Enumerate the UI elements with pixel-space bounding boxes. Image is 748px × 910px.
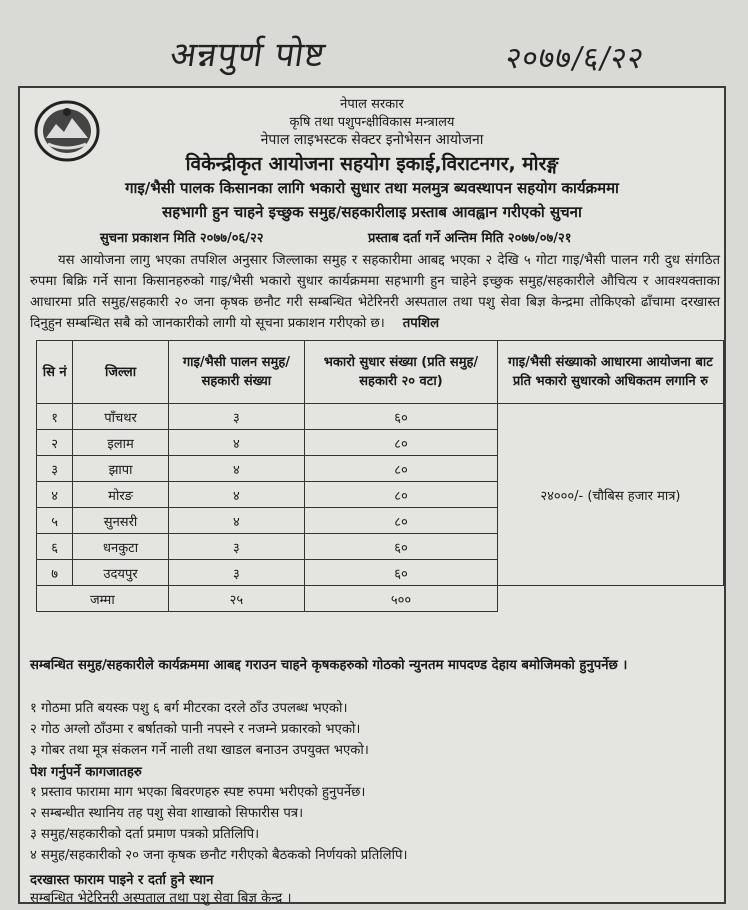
district-table	[36, 340, 724, 612]
header-bhakaro: भकारो सुधार संख्या (प्रति समुह/ सहकारी २० वटा)	[305, 341, 498, 404]
tapsil-label: तपशिल	[402, 316, 440, 331]
cell-groups: ४	[168, 430, 304, 456]
cell-district: धनकुटा	[73, 534, 168, 560]
deadline-date: प्रस्ताब दर्ता गर्ने अन्तिम मिति २०७७/०७/२१	[368, 231, 572, 246]
cell-groups: ४	[168, 456, 304, 482]
cell-groups: ४	[168, 508, 304, 534]
header-sn: सि नं	[37, 341, 73, 404]
total-label: जम्मा	[37, 586, 169, 612]
cell-bhakaro: ८०	[305, 456, 498, 482]
header-district: जिल्ला	[73, 341, 168, 404]
header-groups: गाइ/भैसी पालन समुह/सहकारी संख्या	[168, 341, 304, 404]
handwritten-date: २०७७/६/२२	[503, 41, 647, 76]
cell-district: झापा	[73, 456, 168, 482]
published-date: सुचना प्रकाशन मिति २०७७/०६/२२	[100, 231, 264, 246]
form-place: सम्बन्धित भेटेरिनरी अस्पताल तथा पशु सेवा बिज्ञ केन्द्र ।	[30, 891, 292, 906]
cell-bhakaro: ८०	[305, 482, 498, 508]
table-row	[37, 404, 724, 430]
requirements-list	[30, 698, 720, 761]
requirements-heading: सम्बन्धित समुह/सहकारीले कार्यक्रममा आबद्द गराउन चाहने कृषकहरुको गोठको न्युनतम मापदण्ड देहाय बमोजिमको हुनुपर्नेछ ।	[30, 658, 628, 673]
notice-box	[18, 86, 726, 904]
total-groups: २५	[168, 586, 304, 612]
list-item: १ गोठमा प्रति बयस्क पशु ६ बर्ग मीटरका दरले ठाँउ उपलब्ध भएको।	[30, 701, 348, 716]
intro-paragraph	[30, 250, 720, 334]
cell-groups: ४	[168, 482, 304, 508]
cell-district: मोरङ	[73, 482, 168, 508]
cell-sn: ३	[37, 456, 73, 482]
intro-text: यस आयोजना लागु भएका तपशिल अनुसार जिल्लाका समुह र सहकारीमा आबद्द भएका २ देखि ५ गोटा गाइ/भैसी पालन गरी दुध संगठित रुपमा बिक्रि गर्ने साना किसानहरुको गाइ/भैसी भकारो सुधार कार्यक्रममा सहभागी हुन चाहेने इच्छुक समुह/सहकारीले औचित्य र आवश्यक्ताका आधारमा प्रति समुह/सहकारी २० जना कृषक छनौट गरी सम्बन्धित भेटेरिनरी अस्पताल तथा पशु सेवा बिज्ञ केन्द्रमा तोकिएको ढाँचामा दरखास्त दिनुहुन सम्बन्धित सबै को जानकारीको लागी यो सूचना प्रकाशन गरीएको छ।	[30, 253, 720, 331]
cell-sn: ७	[37, 560, 73, 586]
cell-bhakaro: ८०	[305, 430, 498, 456]
cell-bhakaro: ८०	[305, 508, 498, 534]
header-line-program: गाइ/भैसी पालक किसानका लागि भकारो सुधार तथा मलमुत्र ब्यवस्थापन सहयोग कार्यक्रममा	[125, 179, 619, 197]
header-line-government: नेपाल सरकार	[340, 97, 404, 112]
cell-bhakaro: ६०	[305, 404, 498, 430]
total-empty-cell	[497, 586, 723, 612]
list-item: २ गोठ अग्लो ठाँउमा र बर्षातको पानी नपस्ने र नजम्ने प्रकारको भएको।	[30, 722, 361, 737]
documents-list	[30, 782, 720, 866]
cell-district: उदयपुर	[73, 560, 168, 586]
cell-district: सुनसरी	[73, 508, 168, 534]
cell-district: पाँचथर	[73, 404, 168, 430]
total-bhakaro: ५००	[305, 586, 498, 612]
cell-sn: ५	[37, 508, 73, 534]
cell-cost-value: २४०००/- (चौबिस हजार मात्र)	[497, 404, 723, 586]
header-cost: गाइ/भैसी संख्याको आधारमा आयोजना बाट प्रति भकारो सुधारको अधिकतम लगानि रु	[497, 341, 723, 404]
list-item: १ प्रस्ताव फारामा माग भएका बिवरणहरु स्पष्ट रुपमा भरीएको हुनुपर्नेछ।	[30, 785, 366, 800]
header-line-unit: विकेन्द्रीकृत आयोजना सहयोग इकाई,विराटनगर, मोरङ्ग	[185, 153, 559, 175]
cell-district: इलाम	[73, 430, 168, 456]
documents-heading: पेश गर्नुपर्ने कागजातहरु	[30, 765, 142, 780]
header-line-project: नेपाल लाइभस्टक सेक्टर इनोभेसन आयोजना	[260, 132, 484, 148]
header-line-notice: सहभागी हुन चाहने इच्छुक समुह/सहकारीलाइ प्रस्ताब आवह्वान गरीएको सुचना	[162, 203, 582, 221]
cell-sn: १	[37, 404, 73, 430]
list-item: २ सम्बन्धीत स्थानिय तह पशु सेवा शाखाको सिफारीस पत्र।	[30, 806, 304, 821]
list-item: ३ गोबर तथा मूत्र संकलन गर्ने नाली तथा खाडल बनाउन उपयुक्त भएको।	[30, 743, 369, 758]
cell-sn: ४	[37, 482, 73, 508]
handwritten-newspaper-name: अन्नपुर्ण पोष्ट	[167, 35, 329, 75]
list-item: ३ समुह/सहकारीको दर्ता प्रमाण पत्रको प्रतिलिपि।	[30, 827, 260, 842]
header-line-ministry: कृषि तथा पशुपन्क्षीविकास मन्त्रालय	[289, 115, 455, 130]
table-total-row	[37, 586, 724, 612]
table-header-row	[37, 341, 724, 404]
list-item: ४ समुह/सहकारीको २० जना कृषक छनौट गरीएको बैठकको निर्णयको प्रतिलिपि।	[30, 848, 408, 863]
cell-groups: ३	[168, 534, 304, 560]
cell-sn: २	[37, 430, 73, 456]
cell-groups: ३	[168, 404, 304, 430]
cell-groups: ३	[168, 560, 304, 586]
form-heading: दरखास्त फाराम पाइने र दर्ता हुने स्थान	[30, 873, 214, 888]
cell-sn: ६	[37, 534, 73, 560]
cell-bhakaro: ६०	[305, 560, 498, 586]
cell-bhakaro: ६०	[305, 534, 498, 560]
